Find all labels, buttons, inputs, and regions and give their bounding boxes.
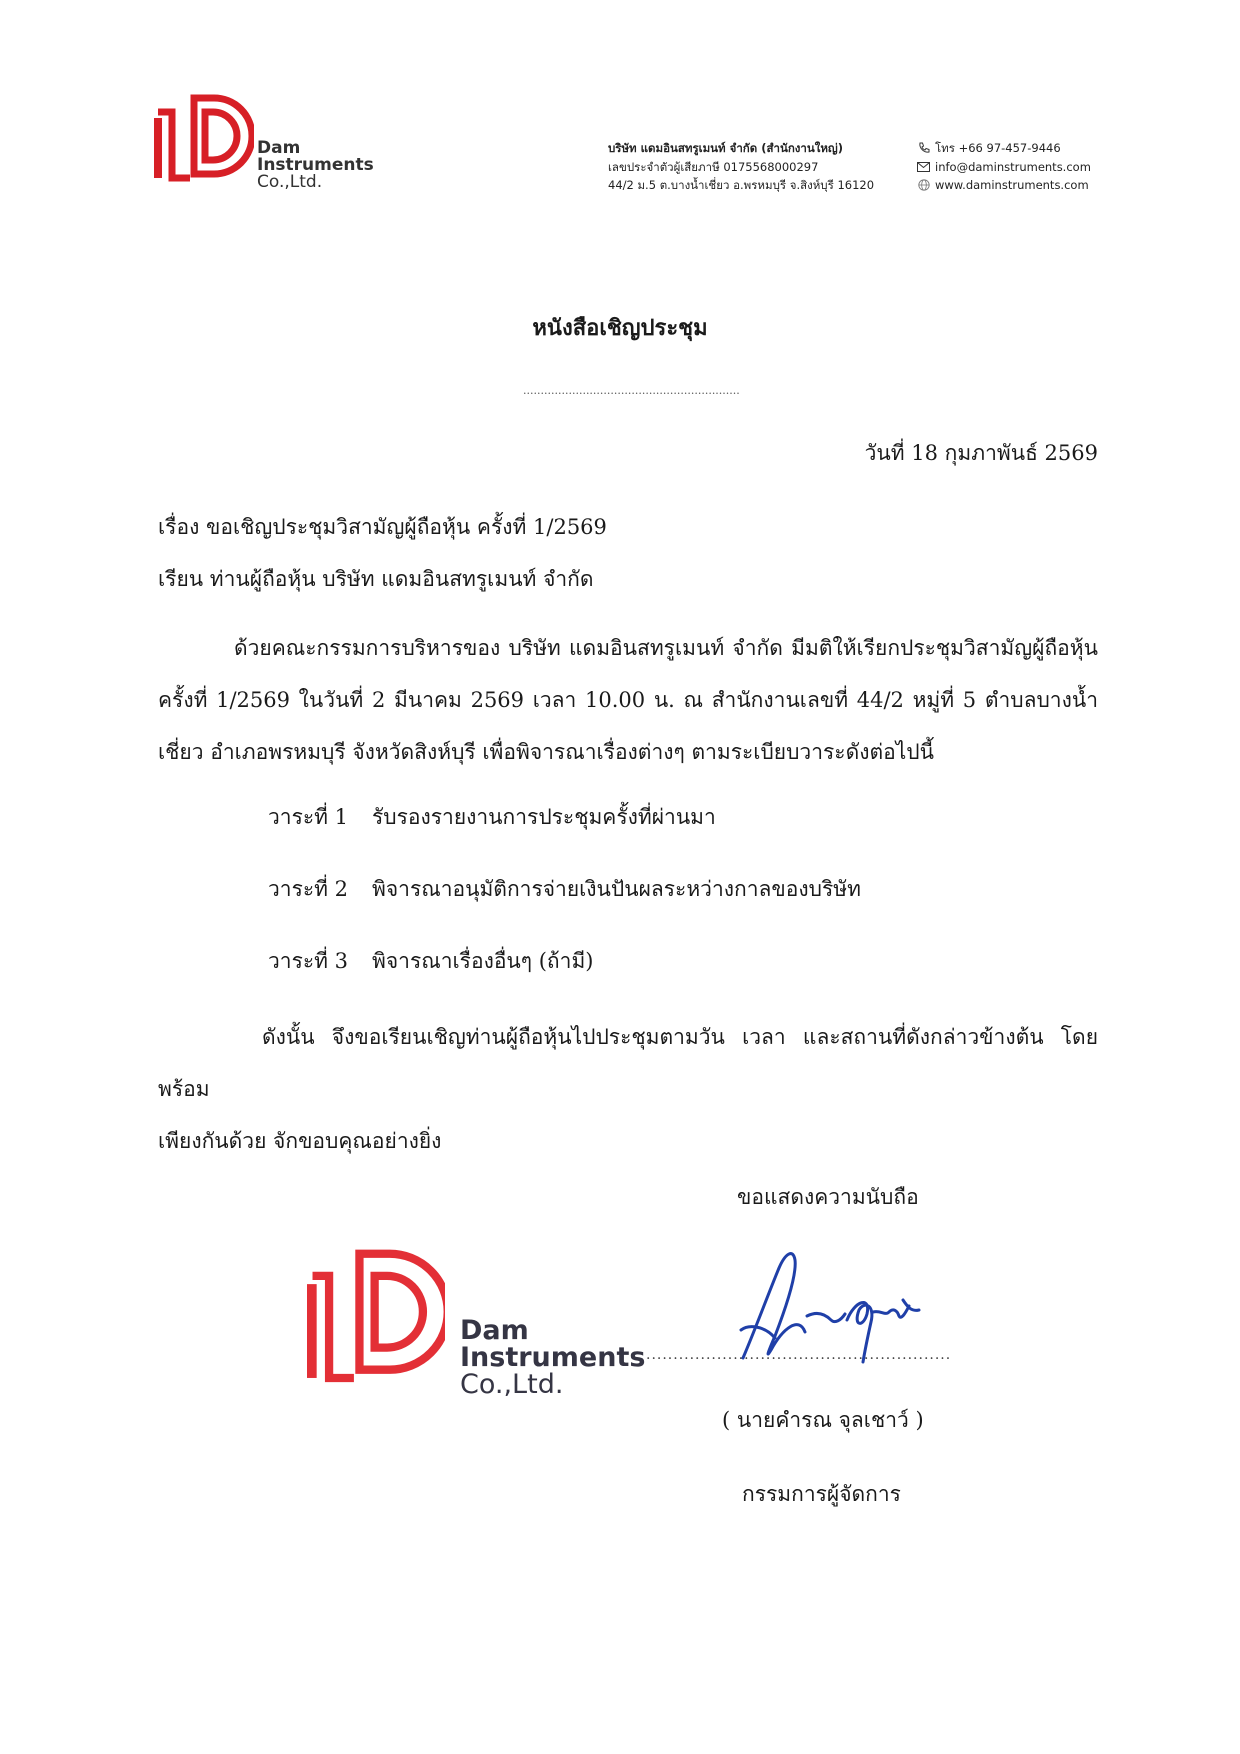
agenda-number: วาระที่ 2 bbox=[268, 877, 349, 901]
contact-website bbox=[917, 176, 1091, 195]
signer-name: ( นายคำรณ จุลเชาว์ ) bbox=[722, 1408, 924, 1432]
contact-email bbox=[917, 158, 1091, 177]
logo-line-1: Dam bbox=[257, 138, 301, 158]
globe-icon bbox=[917, 179, 930, 192]
agenda-text: รับรองรายงานการประชุมครั้งที่ผ่านมา bbox=[372, 805, 716, 829]
stamp-wordmark bbox=[460, 1317, 645, 1398]
agenda-text: พิจารณาอนุมัติการจ่ายเงินปันผลระหว่างกาลของบริษัท bbox=[372, 877, 861, 901]
document-title: หนังสือเชิญประชุม bbox=[532, 315, 708, 341]
company-name: บริษัท แดมอินสทรูเมนท์ จำกัด (สำนักงานใหญ่) bbox=[608, 141, 843, 155]
agenda-number: วาระที่ 1 bbox=[268, 805, 349, 829]
handwritten-signature bbox=[735, 1240, 935, 1370]
mail-icon bbox=[917, 160, 930, 173]
phone-text: โทร +66 97-457-9446 bbox=[935, 141, 1061, 155]
letter-date: วันที่ 18 กุมภาพันธ์ 2569 bbox=[864, 441, 1098, 465]
signer-title: กรรมการผู้จัดการ bbox=[742, 1482, 901, 1506]
company-stamp bbox=[307, 1245, 647, 1405]
letter-recipient: เรียน ท่านผู้ถือหุ้น บริษัท แดมอินสทรูเมนท์ จำกัด bbox=[158, 567, 594, 591]
title-dotted-line: .............................................................. bbox=[523, 384, 740, 397]
contact-info bbox=[917, 139, 1091, 195]
letter-subject: เรื่อง ขอเชิญประชุมวิสามัญผู้ถือหุ้น ครั้งที่ 1/2569 bbox=[158, 515, 607, 539]
signature-line: ........................................................ bbox=[646, 1347, 952, 1363]
company-address: 44/2 ม.5 ต.บางน้ำเชี่ยว อ.พรหมบุรี จ.สิงห์บุรี 16120 bbox=[608, 178, 875, 192]
company-logo bbox=[154, 92, 384, 192]
paragraph-invitation bbox=[158, 1011, 1098, 1167]
paragraph-invitation-line-1: ดังนั้น จึงขอเรียนเชิญท่านผู้ถือหุ้นไปประชุมตามวัน เวลา และสถานที่ดังกล่าวข้างต้น โดยพร้อม bbox=[158, 1025, 1098, 1101]
tax-id: เลขประจำตัวผู้เสียภาษี 0175568000297 bbox=[608, 159, 819, 174]
contact-phone bbox=[917, 139, 1091, 158]
paragraph-invitation-line-2: เพียงกันด้วย จักขอบคุณอย่างยิ่ง bbox=[158, 1129, 442, 1153]
closing-phrase: ขอแสดงความนับถือ bbox=[737, 1185, 919, 1209]
dam-logo-mark bbox=[154, 92, 254, 192]
company-info bbox=[608, 139, 874, 195]
agenda-number: วาระที่ 3 bbox=[268, 949, 349, 973]
logo-line-2: Instruments bbox=[257, 155, 374, 175]
agenda-text: พิจารณาเรื่องอื่นๆ (ถ้ามี) bbox=[372, 949, 594, 973]
logo-line-3: Co.,Ltd. bbox=[257, 172, 323, 192]
paragraph-intro bbox=[158, 622, 1098, 778]
paragraph-intro-line-1: ด้วยคณะกรรมการบริหารของ บริษัท แดมอินสทรูเมนท์ จำกัด มีมติให้เรียกประชุมวิสามัญผู้ถือหุ้น bbox=[234, 636, 1098, 660]
website-text: www.daminstruments.com bbox=[935, 178, 1089, 192]
email-text: info@daminstruments.com bbox=[935, 159, 1091, 174]
stamp-line-1: Dam bbox=[460, 1315, 529, 1346]
logo-wordmark bbox=[257, 140, 374, 191]
stamp-logo-mark bbox=[307, 1245, 445, 1395]
phone-icon bbox=[917, 142, 930, 155]
stamp-line-3: Co.,Ltd. bbox=[460, 1369, 564, 1400]
paragraph-intro-rest: ครั้งที่ 1/2569 ในวันที่ 2 มีนาคม 2569 เวลา 10.00 น. ณ สำนักงานเลขที่ 44/2 หมู่ที่ 5 ตำบลบางน้ำเชี่ยว อำเภอพรหมบุรี จังหวัดสิงห์บุรี เพื่อพิจารณาเรื่องต่างๆ ตามระเบียบวาระดังต่อไปนี้ bbox=[158, 688, 1098, 764]
stamp-line-2: Instruments bbox=[460, 1342, 646, 1373]
